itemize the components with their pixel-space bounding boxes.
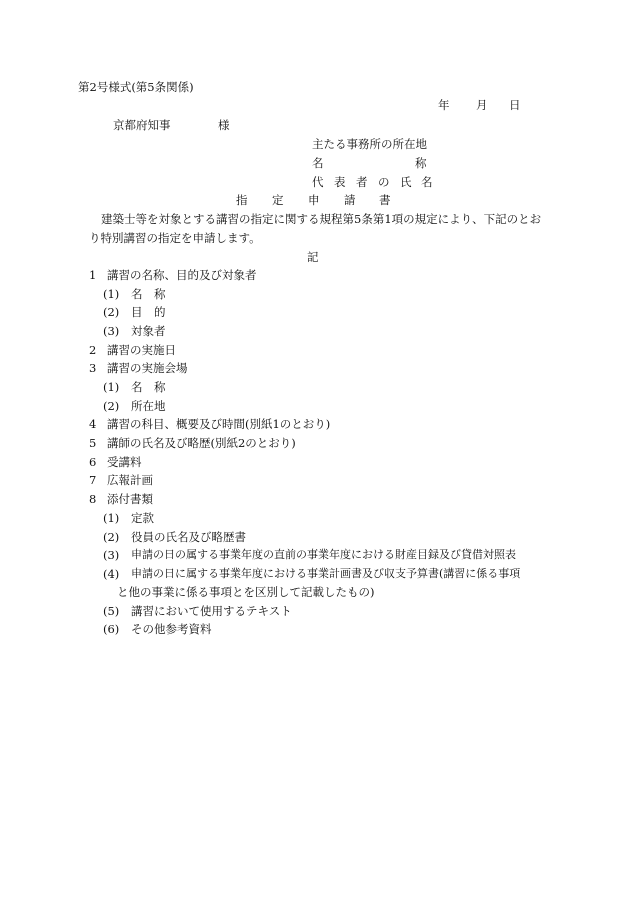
rep-label-1: 代 xyxy=(312,175,324,189)
title-char-5: 書 xyxy=(379,193,391,207)
item-number: (3) xyxy=(103,324,120,338)
item-number: (2) xyxy=(103,399,120,413)
ki-heading: 記 xyxy=(307,250,319,264)
item-number: (1) xyxy=(103,511,120,525)
item-text: 所在地 xyxy=(131,399,166,413)
rep-label-5: 氏 xyxy=(400,175,412,189)
item-text: 名 称 xyxy=(131,287,166,301)
title-char-2: 定 xyxy=(272,193,284,207)
item-number: (1) xyxy=(103,380,120,394)
item-number: 6 xyxy=(89,455,97,469)
item-number: 5 xyxy=(89,436,97,450)
item-number: (2) xyxy=(103,305,120,319)
form-number: 第2号様式(第5条関係) xyxy=(78,80,194,94)
date-year: 年 xyxy=(438,98,450,112)
item-text: 目 的 xyxy=(131,305,166,319)
item-number: (5) xyxy=(103,604,120,618)
date-day: 日 xyxy=(509,98,521,112)
item-text: 申請の日の属する事業年度の直前の事業年度における財産目録及び貸借対照表 xyxy=(131,548,516,561)
item-text: 講師の氏名及び略歴(別紙2のとおり) xyxy=(107,436,296,450)
addressee-honorific: 様 xyxy=(218,118,230,132)
item-text: その他参考資料 xyxy=(131,622,212,636)
rep-label-4: の xyxy=(378,175,390,189)
rep-label-3: 者 xyxy=(356,175,368,189)
item-number: (6) xyxy=(103,622,120,636)
item-text: 講習の名称、目的及び対象者 xyxy=(107,268,257,282)
item-text: 講習の実施会場 xyxy=(107,361,188,375)
item-text: 講習において使用するテキスト xyxy=(131,604,292,618)
item-text: 名 称 xyxy=(131,380,166,394)
item-text: 広報計画 xyxy=(107,473,153,487)
item-text: 受講料 xyxy=(107,455,142,469)
body-text-line-1: 建築士等を対象とする講習の指定に関する規程第5条第1項の規定により、下記のとお xyxy=(101,212,542,226)
item-text-continuation: と他の事業に係る事項とを区別して記載したもの) xyxy=(117,585,375,599)
rep-label-6: 名 xyxy=(421,175,433,189)
applicant-name-label-1: 名 xyxy=(312,156,324,170)
item-number: (3) xyxy=(103,548,120,562)
item-number: (2) xyxy=(103,530,120,544)
title-char-4: 請 xyxy=(344,193,356,207)
applicant-office-label: 主たる事務所の所在地 xyxy=(312,137,427,151)
title-char-3: 申 xyxy=(308,193,320,207)
item-text: 講習の科目、概要及び時間(別紙1のとおり) xyxy=(107,417,331,431)
item-text: 申請の日に属する事業年度における事業計画書及び収支予算書(講習に係る事項 xyxy=(131,567,521,580)
date-month: 月 xyxy=(476,98,488,112)
item-number: 4 xyxy=(89,417,97,431)
item-number: 1 xyxy=(89,268,97,282)
item-text: 定款 xyxy=(131,511,154,525)
item-number: 3 xyxy=(89,361,97,375)
item-text: 役員の氏名及び略歴書 xyxy=(131,530,246,544)
item-number: (1) xyxy=(103,287,120,301)
item-number: 8 xyxy=(89,492,97,506)
item-number: 7 xyxy=(89,473,97,487)
item-text: 添付書類 xyxy=(107,492,153,506)
body-text-line-2: り特別講習の指定を申請します。 xyxy=(89,231,261,245)
item-text: 対象者 xyxy=(131,324,166,338)
item-text: 講習の実施日 xyxy=(107,343,176,357)
title-char-1: 指 xyxy=(236,193,248,207)
item-number: (4) xyxy=(103,567,120,581)
rep-label-2: 表 xyxy=(334,175,346,189)
addressee-name: 京都府知事 xyxy=(113,118,171,132)
applicant-name-label-2: 称 xyxy=(415,156,427,170)
item-number: 2 xyxy=(89,343,97,357)
